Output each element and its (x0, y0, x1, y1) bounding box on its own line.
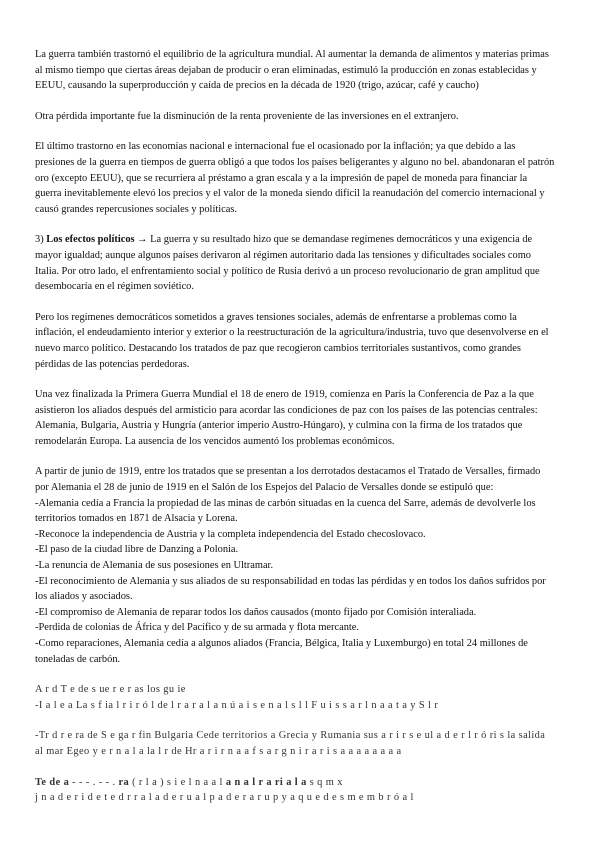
political-text: La guerra y su resultado hizo que se demandase regímenes democráticos y una exigencia de mayor igualdad; aunque algunos países derivaron al régimen autoritario dada las tensiones y dificultades sociales como Italia. Por otro lado, el enfrentamiento social y político de Rusia derivó a un proceso revolucionario de gran amplitud que desembocaría en el régimen soviético. (35, 234, 540, 293)
versailles-item: -El compromiso de Alemania de reparar todos los daños causados (monto fijado por Comisión interaliada. (35, 606, 477, 618)
faint-paragraph: -Tr d r e ra de S e ga r fin Bulgaria Cede territorios a Grecia y Rumania sus a r i r s e ul a d e r l r ó ri s la salida al mar Egeo y e r n a l a la l r de Hr a r i r n a a f s a r g n i r a r i s a a a a a a a a (35, 730, 546, 757)
document-body (35, 47, 555, 821)
paragraph-peace-conference: Una vez finalizada la Primera Guerra Mundial el 18 de enero de 1919, comienza en París la Conferencia de Paz a la que asistieron los aliados después del armisticio para acordar las condiciones de paz con los países de las potencias centrales: Alemania, Bulgaria, Austria y Hungría (anterior imperio Austro-Húngaro), y culmina con la firma de los tratados que remodelarán Europa. La ausencia de los vencidos aumentó los problemas económicos. (35, 389, 538, 447)
arrow-icon: → (134, 234, 151, 246)
versailles-item: -El paso de la ciudad libre de Danzing a Polonia. (35, 544, 239, 556)
faint-paragraph-bold: Te de a - - - . - - . ra ( r l a ) s i e l n a a l a n a l r a ri a l a s q m x j n a d e r i d e t e d r r a l a d e r u a l p a d e r a r u p y a q u e d e s m e m b r ó a l (35, 776, 414, 804)
paragraph-inflation: El último trastorno en las economías nacional e internacional fue el ocasionado por la inflación; ya que debido a las presiones de la guerra en tiempos de guerra obligó a que todos los países beligerantes y alguno no bel. abandonaran el patrón oro (excepto EEUU), que se recurriera al préstamo a gran escala y a la impresión de papel de moneda para financiar la guerra inevitablemente elevó los precios y el valor de la moneda siendo difícil la reanudación del comercio internacional y causó grandes repercusiones sociales y políticas. (35, 141, 555, 215)
versailles-item: -Como reparaciones, Alemania cedía a algunos aliados (Francia, Bélgica, Italia y Luxemburgo) en total 24 millones de toneladas de carbón. (35, 638, 528, 665)
section-number: 3) (35, 234, 47, 246)
paragraph-democracies: Pero los regímenes democráticos sometidos a graves tensiones sociales, además de enfrentarse a problemas como la inflación, el endeudamiento interior y exterior o la reestructuración de la agricultura/industria, tuvo que desenvolverse en el nuevo marco político. Destacando los tratados de paz que recogieron cambios territoriales sustantivos, como grandes pérdidas de las potencias perdedoras. (35, 311, 549, 370)
section-heading: Los efectos políticos (46, 234, 135, 246)
versailles-item: -Reconoce la independencia de Austria y la completa independencia del Estado checoslovaco. (35, 528, 426, 540)
versailles-item: -Perdida de colonias de África y del Pacífico y de su armada y flota mercante. (35, 622, 359, 634)
versailles-item: -Alemania cedía a Francia la propiedad de las minas de carbón situadas en la cuenca del Sarre, además de devolverle los territorios tomados en 1871 de Alsacia y Lorena. (35, 497, 536, 525)
faint-line: -I a l e a La s f ia l r i r ó l de l r a r a l a n ú a i s e n a l s l l F u i s s a r l n a a t a y S l r (35, 699, 439, 711)
versailles-item: -La renuncia de Alemania de sus posesiones en Ultramar. (35, 560, 274, 572)
paragraph-political-effects (35, 232, 555, 294)
faint-line: A r d T e de s ue r e r as los gu ie (35, 684, 186, 696)
versailles-intro: A partir de junio de 1919, entre los tratados que se presentan a los derrotados destacamos el Tratado de Versalles, firmado por Alemania el 28 de junio de 1919 en el Salón de los Espejos del Palacio de Versalles donde se estipuló que: (35, 466, 541, 494)
versailles-item: -El reconocimiento de Alemania y sus aliados de su responsabilidad en todas las pérdidas y en todos los daños sufridos por los aliados y asociados. (35, 575, 546, 603)
paragraph-investments: Otra pérdida importante fue la disminución de la renta proveniente de las inversiones en el extranjero. (35, 110, 459, 122)
paragraph-agriculture: La guerra también trastornó el equilibrio de la agricultura mundial. Al aumentar la demanda de alimentos y materias primas al mismo tiempo que ciertas áreas dejaban de producir o eran eliminadas, estimuló la producción en zonas establecidas y EEUU, causando la superproducción y caída de precios en la década de 1920 (trigo, azúcar, café y caucho) (35, 49, 549, 92)
